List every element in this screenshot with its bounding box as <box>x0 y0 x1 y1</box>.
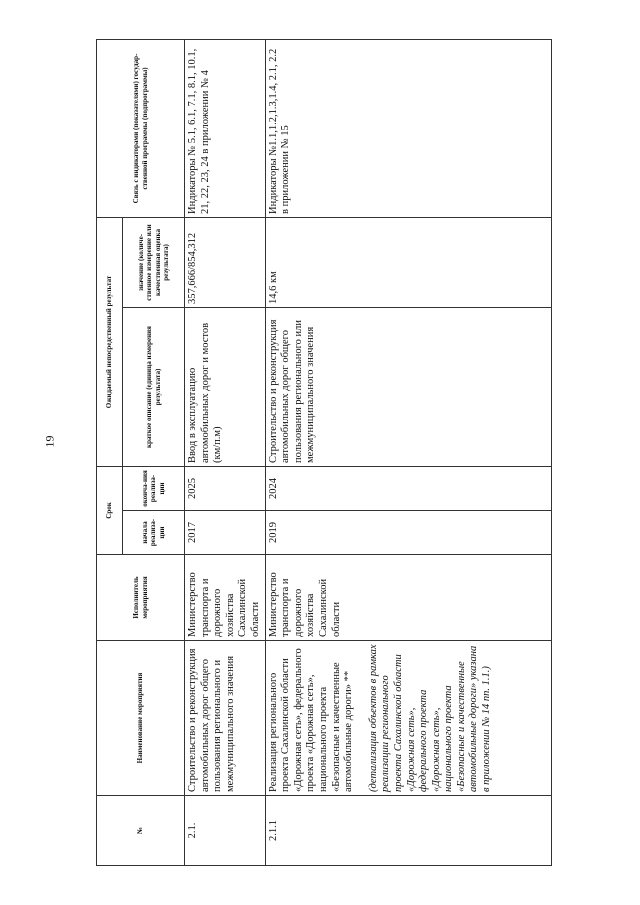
row-name-text: Строительство и реконструкция автомобильных дорог общего пользования регионального и межмуниципального значения <box>187 648 236 792</box>
row-result-desc: Строительство и реконструкция автомобильных дорог общего пользования регионального или межмуниципального значения <box>265 307 551 466</box>
row-start: 2017 <box>185 511 266 555</box>
row-executor: Министерство транспорта и дорожного хозяйства Сахалинской области <box>265 555 551 641</box>
header-result: Ожидаемый непосредственный результат <box>97 217 123 466</box>
header-result-value: значение (количе-ственное измерение или качественная оценка результата) <box>123 217 185 307</box>
row-result-desc: Ввод в эксплуатацию автомобильных дорог и мостов (км/п.м) <box>185 307 266 466</box>
row-start: 2019 <box>265 511 551 555</box>
header-link: Связь с индикаторами (показателями) государ-ственной программы (подпрограммы) <box>97 39 185 217</box>
header-term-start: начала реализа-ции <box>123 511 185 555</box>
header-name: Наименование мероприятия <box>97 641 185 796</box>
row-result-value: 357,666/854,312 <box>185 217 266 307</box>
row-link: Индикаторы №1.1,1.2,1.3,1.4, 2.1, 2.2 в приложении № 15 <box>265 39 551 217</box>
row-executor: Министерство транспорта и дорожного хозяйства Сахалинской области <box>185 555 266 641</box>
row-name-note: (детализация объектов в рамках реализации регионального проекта Сахалинской области «Дорожная сеть», федерального проекта «Дорожная сеть», национального проекта «Безопасные и качественные автомобильные дороги» указана в приложении № 14 пп. 1.1.) <box>367 644 493 792</box>
row-end: 2025 <box>185 466 266 510</box>
rotated-table-container <box>96 40 552 866</box>
row-name <box>185 641 266 796</box>
table-row <box>185 39 266 865</box>
header-num: № <box>97 796 185 866</box>
row-end: 2024 <box>265 466 551 510</box>
row-name-text: Реализация регионального проекта Сахалинской области «Дорожная сеть», федерального проекта «Дорожная сеть», национального проекта «Безопасные и качественные автомобильные дороги» ** <box>267 648 355 792</box>
header-term-end: оконча-ния реализа-ции <box>123 466 185 510</box>
table-row <box>265 39 551 865</box>
row-link: Индикаторы № 5.1, 6.1, 7.1, 8.1, 10.1, 21, 22, 23, 24 в приложении № 4 <box>185 39 266 217</box>
row-result-value: 14,6 км <box>265 217 551 307</box>
row-num: 2.1. <box>185 796 266 866</box>
measures-table <box>96 39 552 866</box>
header-result-desc: краткое описание (единица измерения результата) <box>123 307 185 466</box>
row-num: 2.1.1 <box>265 796 551 866</box>
header-executor: Исполнитель мероприятия <box>97 555 185 641</box>
header-term: Срок <box>97 466 123 554</box>
row-name <box>265 641 551 796</box>
page-number: 19 <box>42 435 57 448</box>
